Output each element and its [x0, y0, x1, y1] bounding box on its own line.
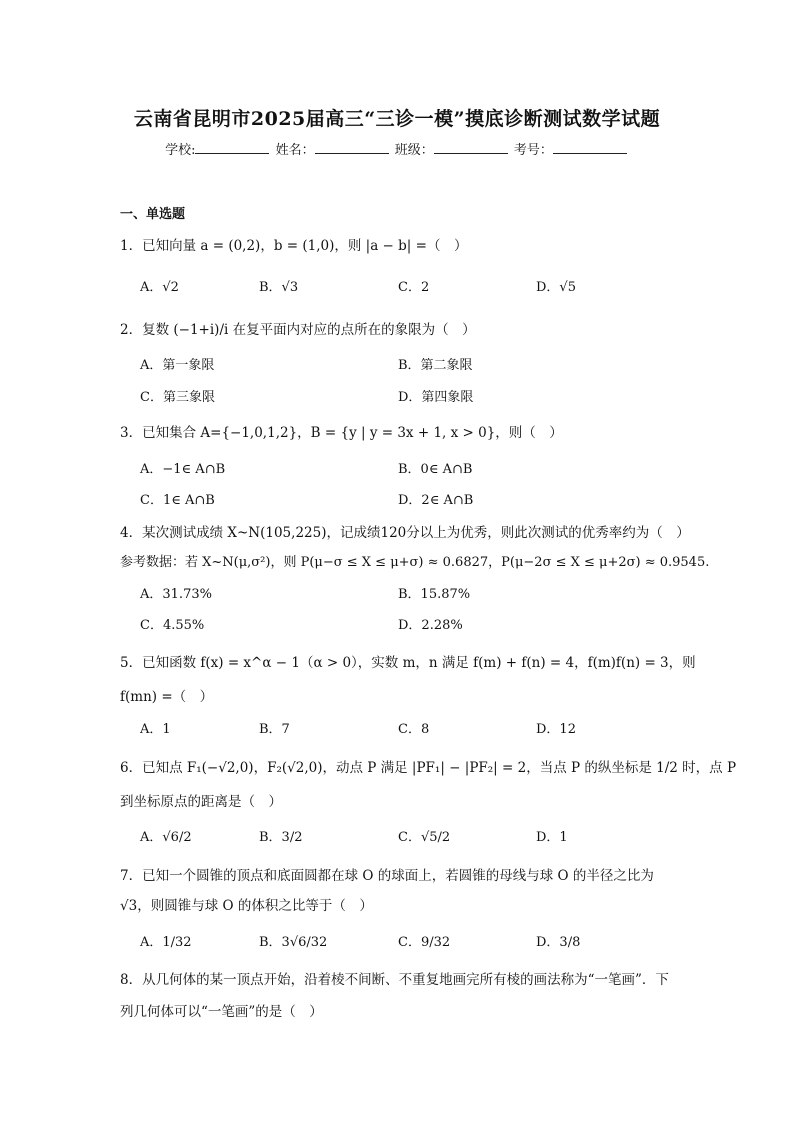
- q7-option-a: A．1/32: [140, 935, 192, 950]
- student-info-line: [0, 139, 794, 158]
- school-blank: [195, 141, 269, 154]
- question-1-stem: 1．已知向量 a = (0,2)，b = (1,0)，则 |a − b| =（ ）: [120, 238, 468, 254]
- q4-option-a: A．31.73%: [140, 587, 212, 602]
- name-blank: [315, 141, 389, 154]
- q3-option-d: D．2∈ A∩B: [398, 493, 474, 508]
- class-label: 班级：: [394, 143, 434, 158]
- q2-option-b: B．第二象限: [398, 358, 473, 373]
- class-blank: [434, 141, 508, 154]
- exam-no-blank: [553, 141, 627, 154]
- q5-option-a: A．1: [140, 722, 171, 737]
- question-4-reference: 参考数据：若 X~N(μ,σ²)，则 P(μ−σ ≤ X ≤ μ+σ) ≈ 0.6827，P(μ−2σ ≤ X ≤ μ+2σ) ≈ 0.9545.: [120, 555, 710, 570]
- q7-option-c: C．9/32: [398, 935, 451, 950]
- question-6-stem: 6．已知点 F₁(−√2,0)，F₂(√2,0)，动点 P 满足 |PF₁| − |PF₂| = 2，当点 P 的纵坐标是 1/2 时，点 P: [120, 760, 737, 776]
- section-heading: 一、单选题: [120, 207, 186, 222]
- q1-option-a: A．√2: [140, 280, 179, 295]
- q6-option-a: A．√6/2: [140, 830, 192, 845]
- question-4-stem: 4．某次测试成绩 X~N(105,225)，记成绩120分以上为优秀，则此次测试的优秀率约为（ ）: [120, 525, 690, 541]
- q1-option-c: C．2: [398, 280, 430, 295]
- q4-option-d: D．2.28%: [398, 618, 463, 633]
- q6-option-d: D．1: [536, 830, 568, 845]
- question-8-stem-cont: 列几何体可以“一笔画”的是（ ）: [120, 1004, 323, 1020]
- q2-option-a: A．第一象限: [140, 358, 215, 373]
- name-label: 姓名：: [275, 143, 315, 158]
- question-7-stem: 7．已知一个圆锥的顶点和底面圆都在球 O 的球面上，若圆锥的母线与球 O 的半径之比为: [120, 868, 654, 884]
- q6-option-c: C．√5/2: [398, 830, 451, 845]
- q5-option-d: D．12: [536, 722, 576, 737]
- exam-no-label: 考号：: [513, 143, 553, 158]
- q6-option-b: B．3/2: [259, 830, 303, 845]
- q1-option-d: D．√5: [536, 280, 576, 295]
- question-5-stem: 5．已知函数 f(x) = x^α − 1（α > 0），实数 m，n 满足 f(m) + f(n) = 4，f(m)f(n) = 3，则: [120, 655, 696, 671]
- question-6-stem-cont: 到坐标原点的距离是（ ）: [120, 794, 282, 810]
- q2-option-c: C．第三象限: [140, 390, 215, 405]
- question-7-stem-cont: √3，则圆锥与球 O 的体积之比等于（ ）: [120, 898, 373, 914]
- q5-option-b: B．7: [259, 722, 290, 737]
- page-title: 云南省昆明市2025届高三“三诊一模”摸底诊断测试数学试题: [133, 108, 661, 130]
- q3-option-a: A．−1∈ A∩B: [140, 462, 226, 477]
- q4-option-b: B．15.87%: [398, 587, 471, 602]
- question-8-stem: 8．从几何体的某一顶点开始，沿着棱不间断、不重复地画完所有棱的画法称为“一笔画”．下: [120, 972, 669, 988]
- q7-option-d: D．3/8: [536, 935, 581, 950]
- q7-option-b: B．3√6/32: [259, 935, 328, 950]
- question-2-stem: 2．复数 (−1+i)/i 在复平面内对应的点所在的象限为（ ）: [120, 322, 476, 338]
- school-label: 学校:: [165, 143, 196, 158]
- q5-option-c: C．8: [398, 722, 430, 737]
- q3-option-c: C．1∈ A∩B: [140, 493, 215, 508]
- question-3-stem: 3．已知集合 A={−1,0,1,2}，B = {y | y = 3x + 1, x > 0}，则（ ）: [120, 425, 563, 441]
- q4-option-c: C．4.55%: [140, 618, 205, 633]
- q1-option-b: B．√3: [259, 280, 299, 295]
- q3-option-b: B．0∈ A∩B: [398, 462, 473, 477]
- question-5-stem-cont: f(mn) =（ ）: [120, 689, 214, 705]
- q2-option-d: D．第四象限: [398, 390, 474, 405]
